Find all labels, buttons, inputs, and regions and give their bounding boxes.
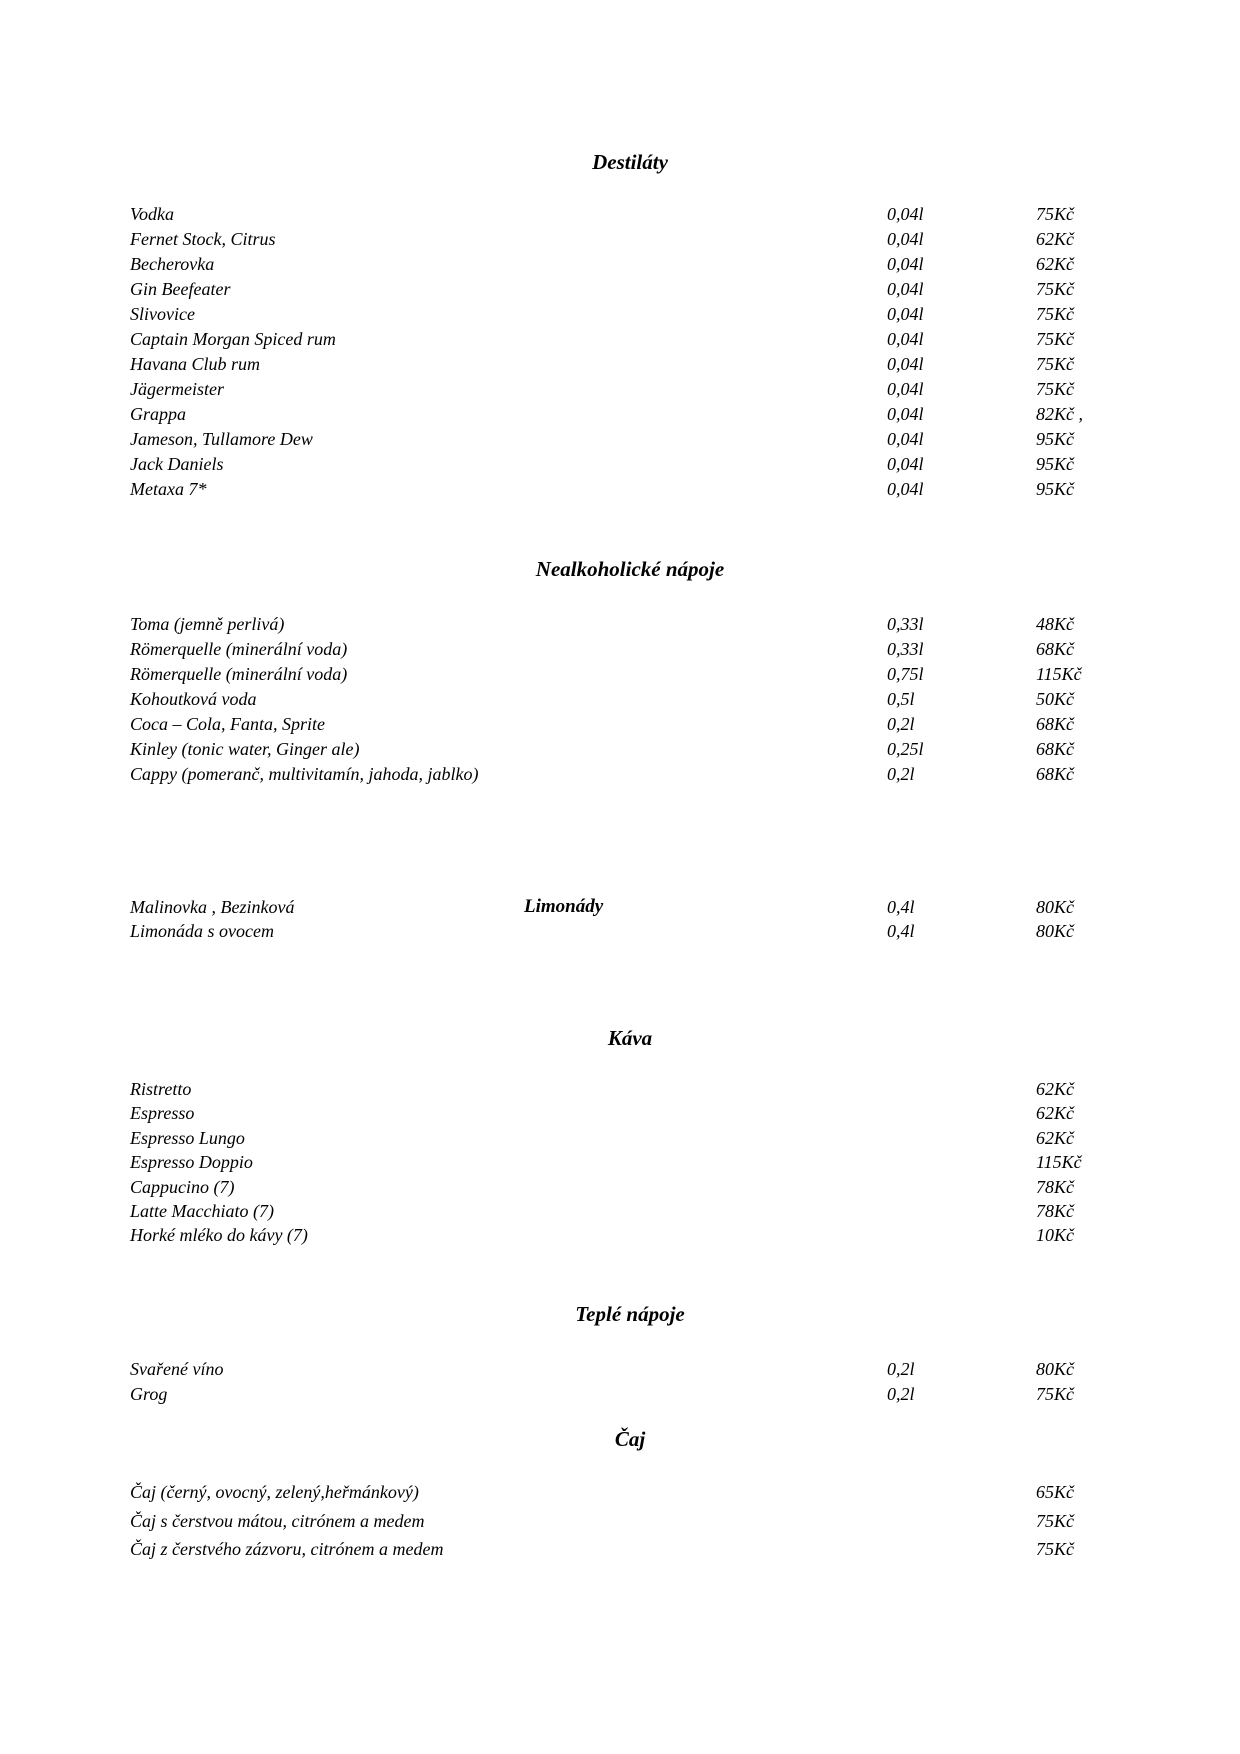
item-price: 95Kč [1036,479,1074,499]
item-price: 48Kč [1036,614,1074,634]
section-title-destilaty: Destiláty [592,150,668,174]
menu-item-row [0,1223,1240,1248]
item-volume: 0,5l [887,689,915,709]
item-price: 80Kč [1036,1359,1074,1379]
menu-item-row [0,919,1240,944]
item-name: Latte Macchiato (7) [130,1201,274,1221]
menu-item-row [0,327,1240,352]
item-price: 75Kč [1036,204,1074,224]
item-volume: 0,04l [887,454,924,474]
item-volume: 0,2l [887,714,915,734]
item-price: 62Kč [1036,254,1074,274]
item-volume: 0,04l [887,404,924,424]
menu-item-row [0,302,1240,327]
menu-item-row [0,637,1240,662]
item-name: Coca – Cola, Fanta, Sprite [130,714,325,734]
item-price: 50Kč [1036,689,1074,709]
item-volume: 0,04l [887,329,924,349]
menu-item-row [0,762,1240,787]
menu-item-row [0,612,1240,637]
item-price: 68Kč [1036,739,1074,759]
item-name: Jägermeister [130,379,224,399]
item-volume: 0,04l [887,479,924,499]
item-volume: 0,2l [887,1359,915,1379]
item-name: Čaj s čerstvou mátou, citrónem a medem [130,1511,425,1531]
menu-item-row [0,227,1240,252]
menu-item-row [0,1126,1240,1151]
item-name: Cappy (pomeranč, multivitamín, jahoda, jablko) [130,764,479,784]
item-volume: 0,4l [887,897,915,917]
menu-item-row [0,662,1240,687]
item-price: 62Kč [1036,229,1074,249]
item-name: Ristretto [130,1079,192,1099]
item-price: 82Kč , [1036,404,1083,424]
item-name: Becherovka [130,254,215,274]
item-volume: 0,04l [887,429,924,449]
item-name: Römerquelle (minerální voda) [130,639,348,659]
item-name: Grog [130,1384,168,1404]
item-name: Slivovice [130,304,195,324]
item-price: 75Kč [1036,1384,1074,1404]
menu-item-row [0,737,1240,762]
item-volume: 0,04l [887,204,924,224]
menu-item-row [0,1357,1240,1382]
menu-item-row [0,1150,1240,1175]
item-volume: 0,04l [887,279,924,299]
item-name: Captain Morgan Spiced rum [130,329,336,349]
item-volume: 0,04l [887,304,924,324]
item-name: Čaj z čerstvého zázvoru, citrónem a medem [130,1539,444,1559]
item-name: Fernet Stock, Citrus [130,229,276,249]
menu-item-row [0,352,1240,377]
item-volume: 0,33l [887,614,924,634]
item-price: 80Kč [1036,921,1074,941]
item-name: Cappucino (7) [130,1177,235,1197]
menu-item-row [0,427,1240,452]
item-price: 68Kč [1036,639,1074,659]
item-name: Jack Daniels [130,454,224,474]
item-price: 75Kč [1036,279,1074,299]
section-title-teple-napoje: Teplé nápoje [575,1302,685,1326]
item-price: 75Kč [1036,379,1074,399]
item-price: 75Kč [1036,354,1074,374]
menu-item-row [0,1480,1240,1505]
item-volume: 0,04l [887,379,924,399]
menu-item-row [0,1382,1240,1407]
item-name: Metaxa 7* [130,479,207,499]
menu-item-row [0,1537,1240,1562]
item-name: Vodka [130,204,174,224]
menu-item-row [0,687,1240,712]
menu-item-row [0,895,1240,920]
item-price: 115Kč [1036,664,1082,684]
item-volume: 0,04l [887,354,924,374]
item-name: Svařené víno [130,1359,224,1379]
item-name: Malinovka , Bezinková [130,897,295,917]
section-title-caj: Čaj [614,1427,646,1451]
item-name: Čaj (černý, ovocný, zelený,heřmánkový) [130,1482,419,1502]
item-volume: 0,75l [887,664,924,684]
item-price: 78Kč [1036,1201,1074,1221]
item-price: 62Kč [1036,1079,1074,1099]
item-price: 62Kč [1036,1103,1074,1123]
item-price: 10Kč [1036,1225,1074,1245]
menu-item-row [0,477,1240,502]
menu-item-row [0,377,1240,402]
menu-item-row [0,277,1240,302]
item-volume: 0,33l [887,639,924,659]
item-volume: 0,04l [887,254,924,274]
item-name: Havana Club rum [130,354,260,374]
item-name: Espresso Doppio [130,1152,253,1172]
menu-item-row [0,402,1240,427]
section-title-kava: Káva [607,1026,653,1050]
item-name: Espresso Lungo [130,1128,245,1148]
item-volume: 0,25l [887,739,924,759]
item-price: 68Kč [1036,714,1074,734]
menu-item-row [0,1077,1240,1102]
menu-item-row [0,1199,1240,1224]
item-volume: 0,04l [887,229,924,249]
item-price: 62Kč [1036,1128,1074,1148]
item-price: 75Kč [1036,329,1074,349]
item-name: Limonáda s ovocem [130,921,274,941]
item-price: 115Kč [1036,1152,1082,1172]
item-name: Grappa [130,404,187,424]
item-name: Espresso [130,1103,195,1123]
item-price: 75Kč [1036,1511,1074,1531]
menu-item-row [0,252,1240,277]
menu-item-row [0,712,1240,737]
item-volume: 0,4l [887,921,915,941]
item-price: 95Kč [1036,429,1074,449]
item-price: 75Kč [1036,304,1074,324]
item-price: 78Kč [1036,1177,1074,1197]
item-name: Toma (jemně perlivá) [130,614,285,634]
item-name: Kinley (tonic water, Ginger ale) [130,739,360,759]
item-price: 75Kč [1036,1539,1074,1559]
item-price: 65Kč [1036,1482,1074,1502]
item-name: Horké mléko do kávy (7) [130,1225,308,1245]
item-price: 95Kč [1036,454,1074,474]
item-name: Jameson, Tullamore Dew [130,429,313,449]
section-title-limonady: Limonády [524,896,604,917]
menu-item-row [0,1175,1240,1200]
menu-item-row [0,202,1240,227]
item-name: Gin Beefeater [130,279,231,299]
item-price: 80Kč [1036,897,1074,917]
item-name: Römerquelle (minerální voda) [130,664,348,684]
item-volume: 0,2l [887,764,915,784]
section-title-nealkoholicke-napoje: Nealkoholické nápoje [535,557,725,581]
item-price: 68Kč [1036,764,1074,784]
menu-item-row [0,1101,1240,1126]
menu-item-row [0,452,1240,477]
item-volume: 0,2l [887,1384,915,1404]
item-name: Kohoutková voda [130,689,257,709]
menu-item-row [0,1509,1240,1534]
